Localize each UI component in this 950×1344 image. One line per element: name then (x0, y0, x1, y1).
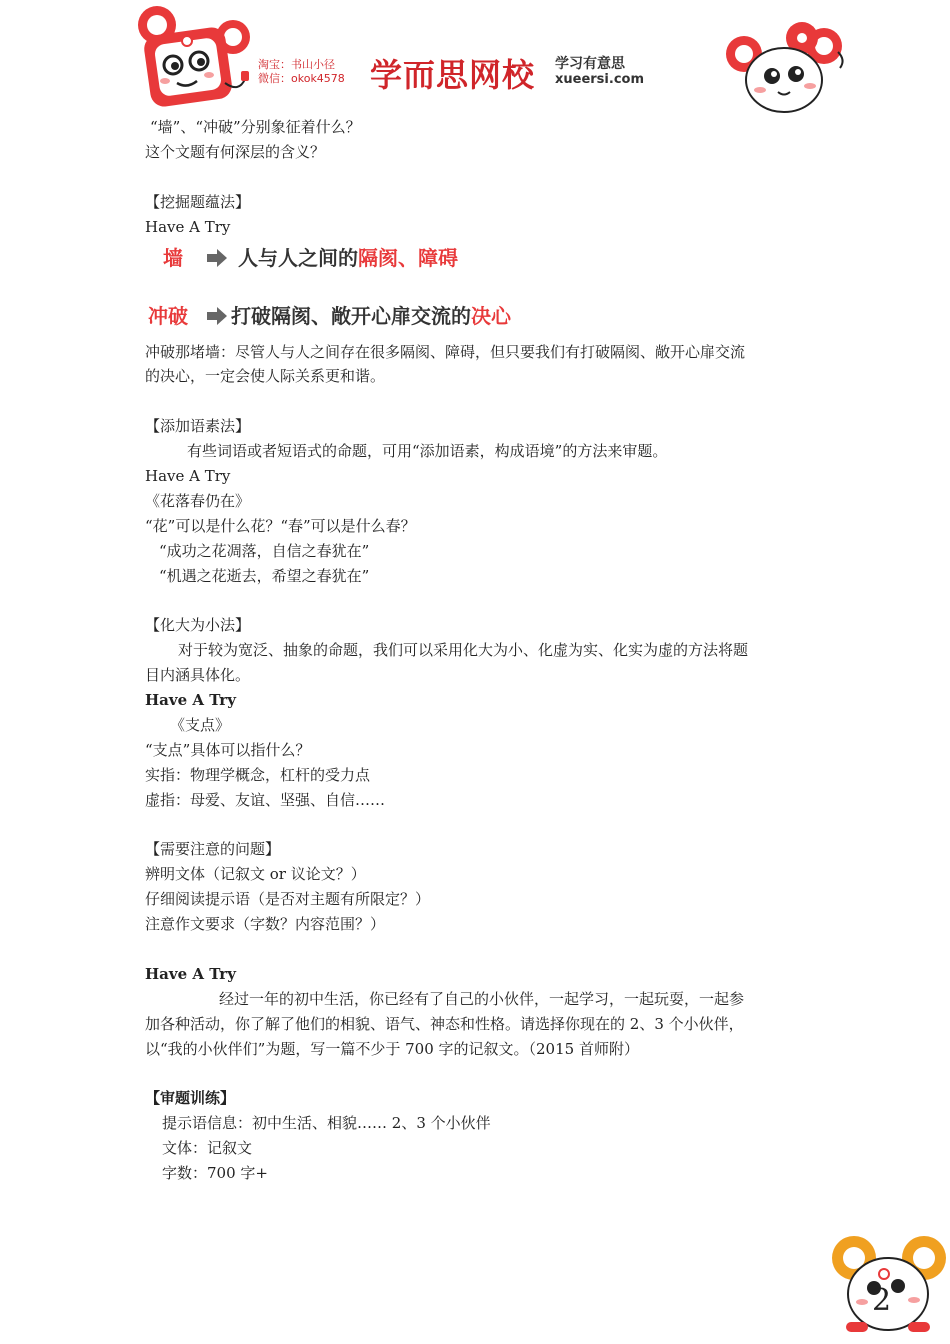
mascot-left-logo (135, 3, 255, 113)
question-line-2: 这个文题有何深层的含义？ (145, 143, 326, 161)
dig-paragraph-line-1: 冲破那堵墙：尽管人与人之间存在很多隔阂、障碍，但只要我们有打破隔阂、敞开心扉交流 (145, 343, 746, 361)
notes-line-2: 仔细阅读提示语（是否对主题有所限定？） (145, 890, 431, 908)
section-title-add: 【添加语素法】 (145, 417, 251, 435)
shrink-question: “支点”具体可以指什么？ (145, 741, 311, 759)
section-title-notes: 【需要注意的问题】 (145, 840, 281, 858)
mascot-right-logo (720, 12, 850, 117)
diagram-break-meaning (231, 303, 511, 329)
brand-slogan-block (555, 56, 644, 88)
diagram-wall-meaning-b: 隔阂、障碍 (358, 246, 458, 270)
arrow-right-icon (206, 248, 228, 268)
diagram-wall-meaning (238, 245, 458, 271)
section-title-dig: 【挖掘题蕴法】 (145, 193, 251, 211)
prompt-line-1: 经过一年的初中生活，你已经有了自己的小伙伴，一起学习，一起玩耍，一起参 (219, 990, 745, 1008)
shrink-answer-1: 实指：物理学概念，杠杆的受力点 (145, 766, 371, 784)
diagram-break-meaning-b: 决心 (471, 304, 511, 328)
section-title-shrink: 【化大为小法】 (145, 616, 251, 634)
try-label-2: Have A Try (145, 467, 231, 485)
prompt-line-3: 以“我的小伙伴们”为题，写一篇不少于 700 字的记叙文。（2015 首师附） (145, 1040, 639, 1058)
shop-info (258, 58, 345, 86)
dig-paragraph-line-2: 的决心，一定会使人际关系更和谐。 (145, 367, 386, 385)
brand-domain: xueersi.com (555, 72, 645, 87)
notes-line-3: 注意作文要求（字数？内容范围？） (145, 915, 386, 933)
add-paragraph: 有些词语或者短语式的命题，可用“添加语素，构成语境”的方法来审题。 (187, 442, 668, 460)
add-question: “花”可以是什么花？“春”可以是什么春？ (145, 517, 416, 535)
section-title-training: 【审题训练】 (145, 1089, 236, 1107)
wechat-line: 微信：okok4578 (258, 72, 345, 85)
diagram-wall-meaning-a: 人与人之间的 (238, 246, 358, 270)
page-number: 2 (872, 1283, 892, 1318)
notes-line-1: 辨明文体（记叙文 or 议论文？） (145, 865, 366, 883)
diagram-break-term: 冲破 (148, 304, 188, 328)
shrink-paragraph-line-2: 目内涵具体化。 (145, 666, 251, 684)
prompt-line-2: 加各种活动，你了解了他们的相貌、语气、神态和性格。请选择你现在的 2、3 个小伙伴， (145, 1015, 744, 1033)
try-label-3: Have A Try (145, 691, 236, 709)
add-answer-2: “机遇之花逝去，希望之春犹在” (159, 567, 370, 585)
diagram-break-meaning-a: 打破隔阂、敞开心扉交流的 (231, 304, 471, 328)
training-line-2: 文体：记叙文 (162, 1139, 253, 1157)
brand-name: 学而思网校 (370, 56, 536, 94)
question-line-1: “墙”、“冲破”分别象征着什么？ (150, 118, 361, 136)
brand-slogan: 学习有意思 (555, 56, 625, 72)
shop-line: 淘宝：书山小径 (258, 58, 335, 71)
shrink-answer-2: 虚指：母爱、友谊、坚强、自信…… (145, 791, 386, 809)
try-label-1: Have A Try (145, 218, 231, 236)
shrink-paragraph-line-1: 对于较为宽泛、抽象的命题，我们可以采用化大为小、化虚为实、化实为虚的方法将题 (178, 641, 749, 659)
training-line-3: 字数：700 字+ (162, 1164, 268, 1182)
training-line-1: 提示语信息：初中生活、相貌…… 2、3 个小伙伴 (162, 1114, 491, 1132)
diagram-wall-term: 墙 (163, 246, 183, 270)
shrink-title-example: 《支点》 (170, 716, 231, 734)
add-title-example: 《花落春仍在》 (145, 492, 251, 510)
add-answer-1: “成功之花凋落，自信之春犹在” (159, 542, 370, 560)
arrow-right-icon (206, 306, 228, 326)
try-label-4: Have A Try (145, 965, 236, 983)
